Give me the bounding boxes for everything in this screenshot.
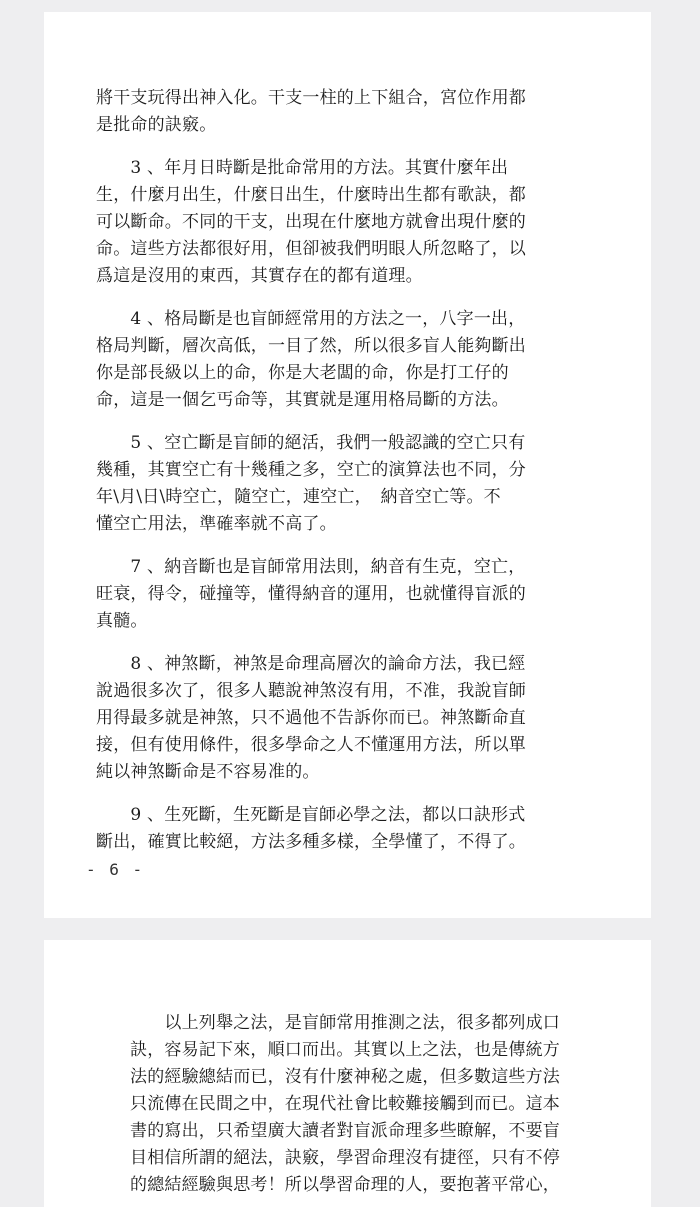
text-line: 命，這是一個乞丐命等，其實就是運用格局斷的方法。 [96, 390, 509, 410]
text-line: 是批命的訣竅。 [96, 115, 217, 135]
text-line: 以上列舉之法，是盲師常用推測之法，很多都列成口 [130, 1013, 560, 1033]
text-line: 訣，容易記下來，順口而出。其實以上之法，也是傳統方 [130, 1040, 560, 1060]
page-number: - 6 - [86, 860, 145, 879]
text-line: 生，什麼月出生，什麼日出生，什麼時出生都有歌訣，都 [96, 185, 526, 205]
text-line: 年\月\日\時空亡，隨空亡，連空亡， 納音空亡等。不 [96, 487, 501, 507]
paragraph [96, 85, 566, 139]
text-line: 可以斷命。不同的干支，出現在什麼地方就會出現什麼的 [96, 212, 526, 232]
text-line: 旺衰，得令，碰撞等，懂得納音的運用，也就懂得盲派的 [96, 584, 526, 604]
text-line: 純以神煞斷命是不容易准的。 [96, 762, 320, 782]
text-line: 3 、年月日時斷是批命常用的方法。其實什麼年出 [96, 158, 509, 178]
text-line: 幾種，其實空亡有十幾種之多，空亡的演算法也不同，分 [96, 460, 526, 480]
text-line: 接，但有使用條件，很多學命之人不懂運用方法，所以單 [96, 735, 526, 755]
text-line: 的總結經驗與思考！所以學習命理的人，要抱著平常心， [130, 1175, 560, 1194]
text-line: 8 、神煞斷，神煞是命理高層次的論命方法，我已經 [96, 654, 526, 674]
text-line: 命。這些方法都很好用，但卻被我們明眼人所忽略了，以 [96, 239, 526, 259]
text-line: 斷出，確實比較絕，方法多種多樣，全學懂了，不得了。 [96, 832, 526, 852]
text-line: 格局判斷，層次高低，一目了然，所以很多盲人能夠斷出 [96, 336, 526, 356]
text-line: 用得最多就是神煞，只不過他不告訴你而已。神煞斷命直 [96, 708, 526, 728]
page-body-text [96, 85, 566, 872]
text-line: 爲這是沒用的東西，其實存在的都有道理。 [96, 266, 423, 286]
text-line: 目相信所謂的絕法，訣竅，學習命理沒有捷徑，只有不停 [130, 1148, 560, 1168]
text-line: 書的寫出，只希望廣大讀者對盲派命理多些瞭解，不要盲 [130, 1121, 560, 1141]
text-line: 只流傳在民間之中，在現代社會比較難接觸到而已。這本 [130, 1094, 560, 1114]
paragraph [96, 430, 566, 538]
paragraph [96, 306, 566, 414]
text-line: 懂空亡用法，準確率就不高了。 [96, 514, 337, 534]
paragraph [96, 651, 566, 786]
text-line: 5 、空亡斷是盲師的絕活，我們一般認識的空亡只有 [96, 433, 526, 453]
text-line: 法的經驗總結而已，沒有什麼神秘之處，但多數這些方法 [130, 1067, 560, 1087]
text-line: 說過很多次了，很多人聽說神煞沒有用，不准，我說盲師 [96, 681, 526, 701]
text-line: 4 、格局斷是也盲師經常用的方法之一，八字一出， [96, 309, 526, 329]
text-line: 7 、納音斷也是盲師常用法則，納音有生克，空亡， [96, 557, 526, 577]
paragraph [96, 802, 566, 856]
document-page-7 [44, 940, 651, 1207]
paragraph [96, 554, 566, 635]
page-body-text [130, 1010, 600, 1194]
text-line: 將干支玩得出神入化。干支一柱的上下組合，宮位作用都 [96, 88, 526, 108]
text-line: 你是部長級以上的命，你是大老闆的命，你是打工仔的 [96, 363, 509, 383]
text-line: 9 、生死斷，生死斷是盲師必學之法，都以口訣形式 [96, 805, 526, 825]
text-line: 真髓。 [96, 611, 148, 631]
document-page-6 [44, 12, 651, 918]
paragraph [96, 155, 566, 290]
